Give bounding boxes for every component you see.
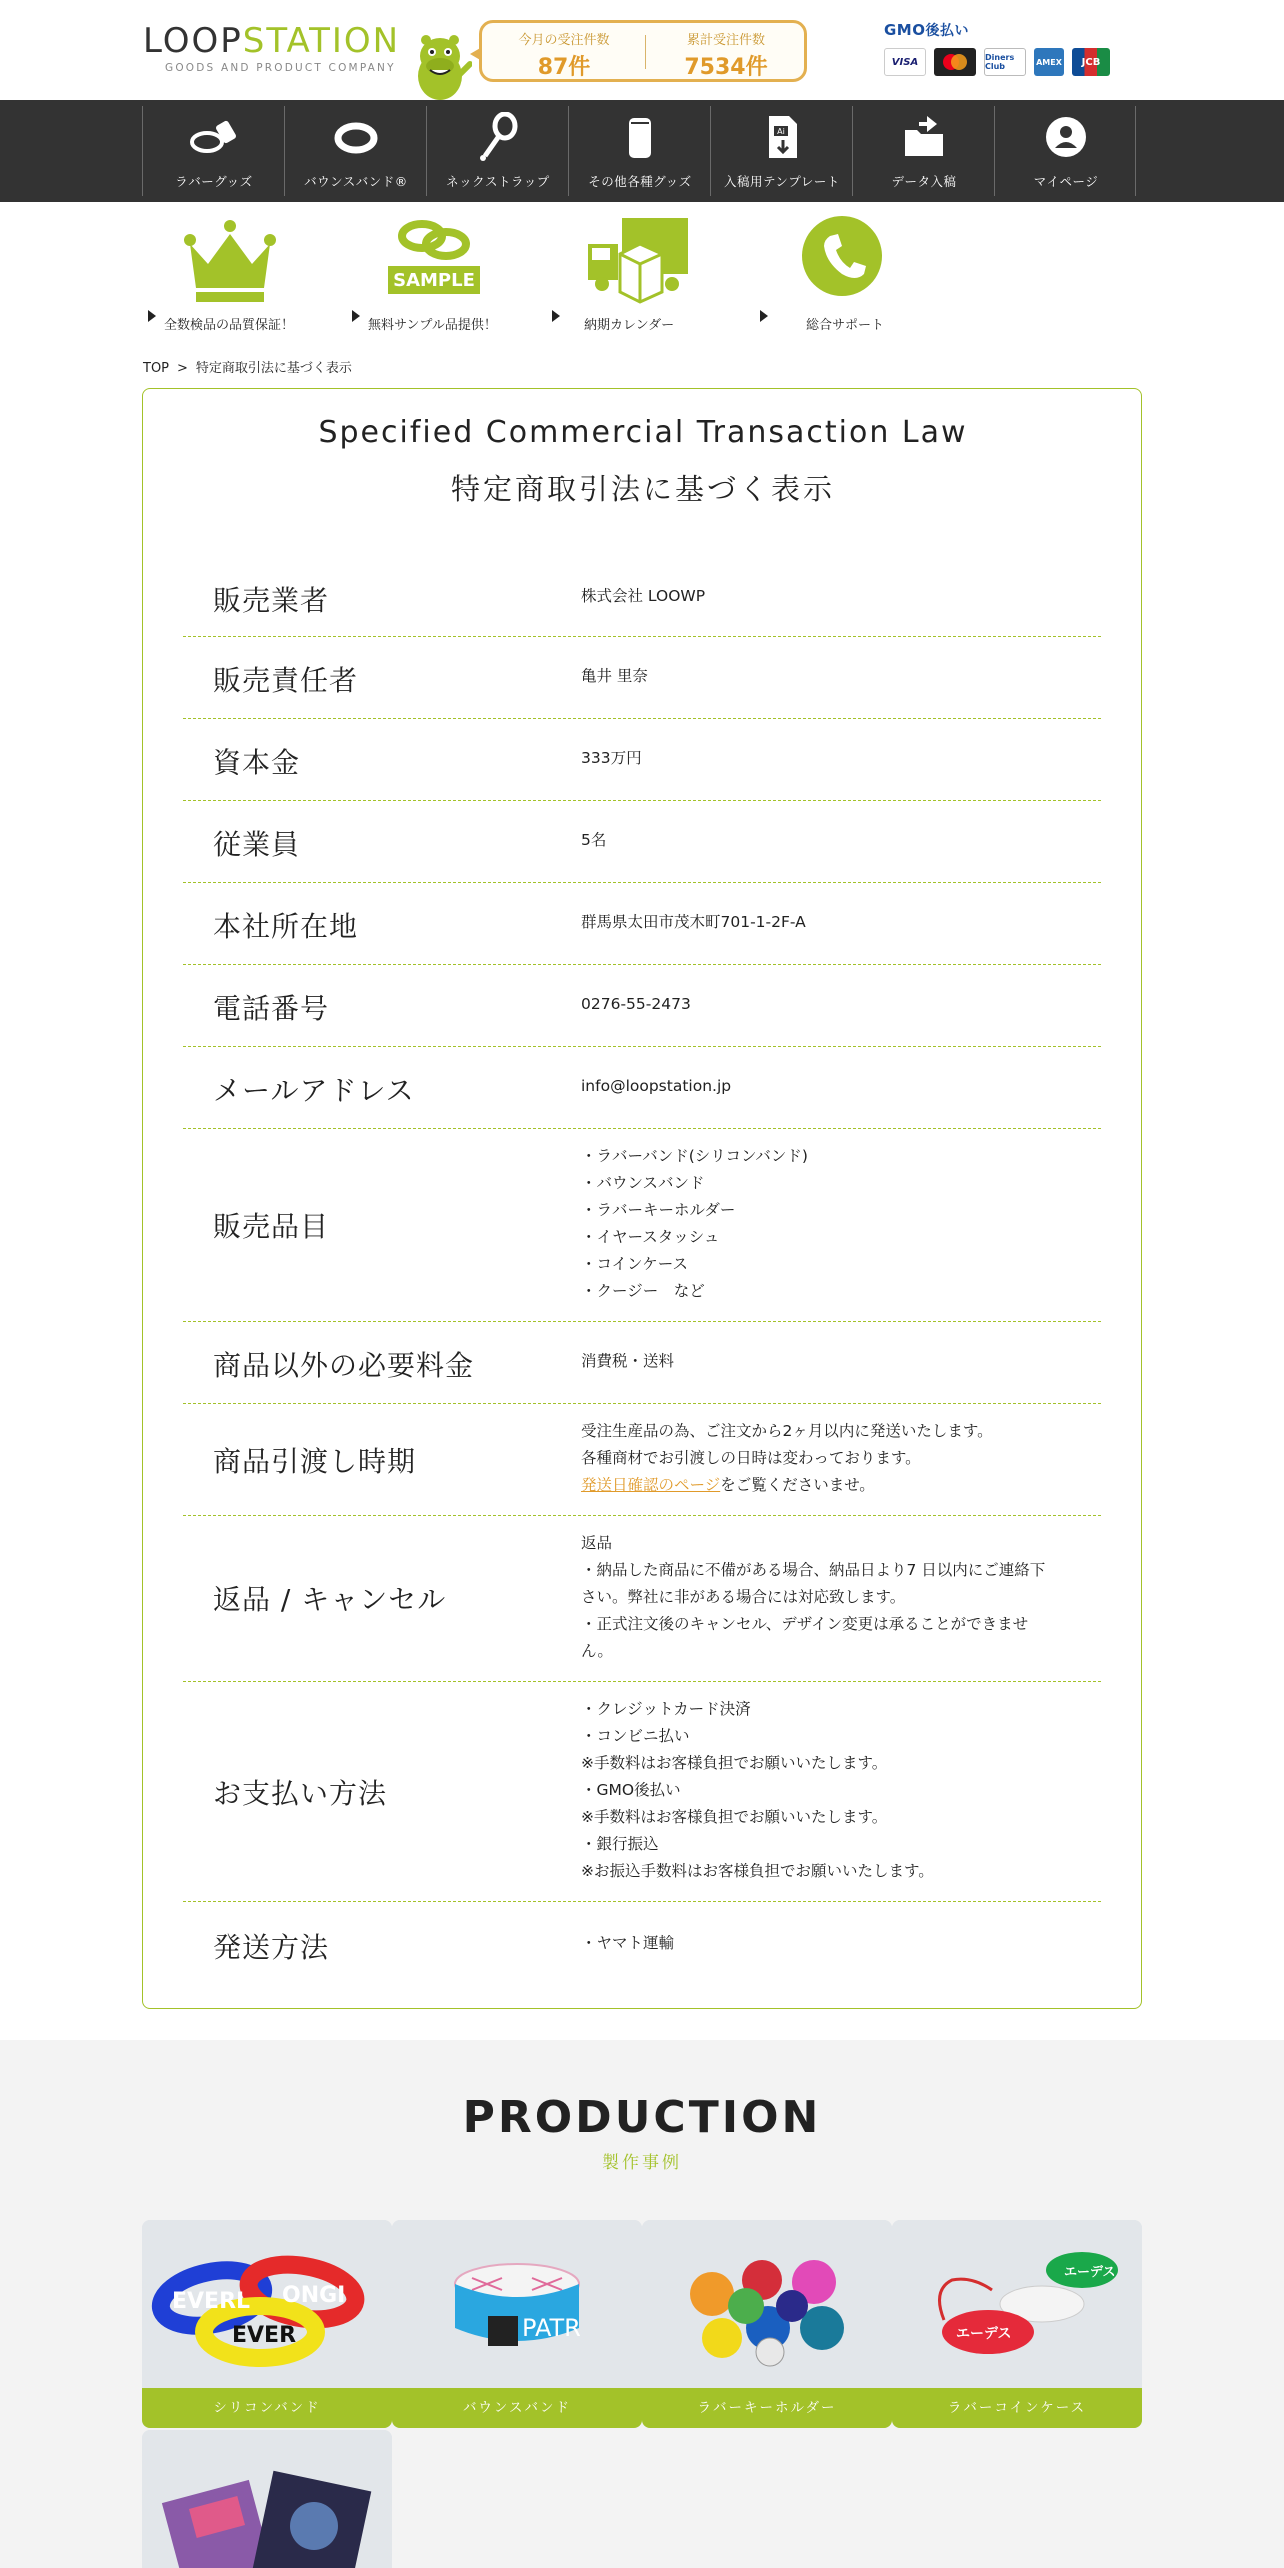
value-line	[581, 1472, 993, 1499]
value-line: ・バウンスバンド	[581, 1174, 705, 1192]
value-line: 受注生産品の為、ご注文から2ヶ月以内に発送いたします。	[581, 1422, 993, 1440]
user-icon	[1041, 112, 1091, 162]
feature-label: 総合サポート	[806, 318, 885, 333]
hippo-mascot-icon	[408, 30, 472, 102]
nav-item-template[interactable]	[710, 106, 852, 196]
page-title-en: Specified Commercial Transaction Law	[318, 415, 968, 450]
production-card-rubber-keyholder[interactable]	[642, 2220, 892, 2428]
nav-label: 入稿用テンプレート	[724, 174, 840, 189]
row-key: 販売責任者	[213, 664, 359, 697]
nav-item-mypage[interactable]	[994, 106, 1136, 196]
logo-subtitle: GOODS AND PRODUCT COMPANY	[165, 62, 396, 74]
value-line: ん。	[581, 1642, 613, 1660]
band-text-b: ONGI	[282, 2283, 346, 2308]
band-text-c: EVER	[232, 2323, 297, 2348]
production-label: シリコンバンド	[142, 2388, 392, 2428]
row-key: 商品引渡し時期	[213, 1445, 417, 1478]
row-key: 返品 / キャンセル	[213, 1583, 447, 1616]
value-line: ・イヤースタッシュ	[581, 1228, 720, 1246]
nav-label: ネックストラップ	[446, 174, 550, 189]
order-counter-box	[479, 20, 807, 82]
value-line: 返品	[581, 1534, 613, 1552]
row-value: 亀井 里奈	[581, 667, 648, 685]
value-line: ※お振込手数料はお客様負担でお願いいたします。	[581, 1862, 934, 1880]
monthly-orders	[484, 29, 644, 81]
value-line: ・銀行振込	[581, 1835, 659, 1853]
row-value: 株式会社 LOOWP	[581, 587, 706, 605]
rubber-coin-case-image	[892, 2220, 1142, 2388]
table-row	[183, 719, 1101, 801]
nav-item-neck-strap[interactable]	[426, 106, 568, 196]
arrow-right-icon	[148, 310, 156, 322]
ai-file-icon	[757, 112, 807, 162]
info-table	[183, 555, 1101, 1986]
silicone-band-image	[142, 2220, 392, 2388]
value-line: ・ラバーバンド(シリコンバンド)	[581, 1147, 808, 1165]
production-title: PRODUCTION	[462, 2092, 822, 2143]
value-line: ※手数料はお客様負担でお願いいたします。	[581, 1808, 888, 1826]
feature-label: 全数検品の品質保証！	[164, 318, 295, 333]
logo-loop-text: LOOP	[143, 21, 243, 61]
table-row	[183, 1047, 1101, 1129]
coin-case-text-a: エーデス	[1064, 2265, 1116, 2280]
logo-station-text: STATION	[242, 21, 401, 61]
sample-rings-icon	[384, 214, 484, 306]
band-text-a: EVERL	[172, 2289, 251, 2314]
production-card-rubber-coin-case[interactable]	[892, 2220, 1142, 2428]
value-line: ・クレジットカード決済	[581, 1700, 751, 1718]
feature-label: 無料サンプル品提供！	[368, 318, 497, 333]
row-value	[581, 1143, 808, 1305]
nav-label: バウンスバンド®	[304, 174, 408, 189]
breadcrumb	[143, 357, 352, 376]
nav-label: ラバーグッズ	[175, 174, 253, 189]
arrow-right-icon	[760, 310, 768, 322]
row-key: 資本金	[213, 746, 301, 779]
value-line: ・クージー など	[581, 1282, 705, 1300]
rubber-goods-icon	[189, 112, 239, 162]
row-key: 商品以外の必要料金	[213, 1349, 475, 1382]
value-line: ・ラバーキーホルダー	[581, 1201, 736, 1219]
row-key: 本社所在地	[213, 910, 359, 943]
row-value: 群馬県太田市茂木町701-1-2F-A	[581, 913, 806, 931]
can-icon	[615, 112, 665, 162]
monthly-orders-label: 今月の受注件数	[518, 33, 610, 48]
total-orders-label: 累計受注件数	[686, 33, 765, 48]
row-value: 消費税・送料	[581, 1352, 675, 1370]
gmo-logo	[884, 20, 1134, 40]
table-row	[183, 637, 1101, 719]
feature-banners	[142, 214, 1142, 334]
svg-text:Ai: Ai	[777, 127, 785, 136]
arrow-right-icon	[352, 310, 360, 322]
production-section	[0, 2040, 1284, 2568]
value-line: ・コインケース	[581, 1255, 688, 1273]
mastercard-icon	[934, 48, 976, 76]
folder-upload-icon	[899, 112, 949, 162]
crown-icon	[180, 214, 280, 306]
row-key: お支払い方法	[213, 1777, 388, 1810]
production-label: ラバーキーホルダー	[642, 2388, 892, 2428]
email-link[interactable]: info@loopstation.jp	[581, 1077, 732, 1095]
feature-label: 納期カレンダー	[584, 318, 675, 333]
production-label: バウンスバンド	[392, 2388, 642, 2428]
law-info-panel	[142, 388, 1142, 2009]
table-row	[183, 1404, 1101, 1516]
row-value	[581, 1418, 993, 1499]
neck-strap-icon	[473, 112, 523, 162]
row-value: 333万円	[581, 749, 642, 767]
koozie-image	[142, 2430, 392, 2568]
table-row	[183, 801, 1101, 883]
breadcrumb-separator: >	[177, 361, 188, 376]
table-row	[183, 1129, 1101, 1322]
card-logos	[884, 48, 1110, 76]
row-key: 発送方法	[213, 1931, 330, 1964]
nav-label: その他各種グッズ	[588, 174, 692, 189]
value-line: 各種商材でお引渡しの日時は変わっております。	[581, 1449, 921, 1467]
feature-support[interactable]	[756, 214, 956, 334]
site-logo[interactable]	[143, 22, 400, 74]
gmo-brand: GMO	[884, 21, 926, 39]
jcb-icon: JCB	[1072, 48, 1110, 76]
row-value: ・ヤマト運輸	[581, 1934, 675, 1952]
table-row	[183, 965, 1101, 1047]
row-key: メールアドレス	[213, 1074, 415, 1107]
nav-item-other-goods[interactable]	[568, 106, 710, 196]
feature-delivery-calendar[interactable]	[552, 214, 752, 334]
production-card-bounce-band[interactable]	[392, 2220, 642, 2428]
sample-badge-text: SAMPLE	[393, 270, 475, 291]
amex-icon: AMEX	[1034, 48, 1064, 76]
bounce-band-text: PATR	[522, 2314, 581, 2342]
payment-methods	[884, 20, 1134, 80]
nav-item-data-upload[interactable]	[852, 106, 994, 196]
row-value	[581, 1530, 1045, 1665]
total-orders	[646, 29, 806, 81]
rubber-keyholder-image	[642, 2220, 892, 2388]
delivery-truck-icon	[582, 214, 692, 306]
production-card-koozie[interactable]	[142, 2430, 392, 2568]
gmo-text: 後払い	[925, 23, 969, 39]
row-value: 0276-55-2473	[581, 995, 691, 1013]
row-key: 販売品目	[213, 1210, 330, 1243]
value-line: ・GMO後払い	[581, 1781, 681, 1799]
value-line: ・納品した商品に不備がある場合、納品日より7 日以内にご連絡下	[581, 1561, 1046, 1579]
row-value	[581, 1696, 934, 1885]
production-card-silicone-band[interactable]	[142, 2220, 392, 2428]
row-value: 5名	[581, 831, 607, 849]
page-title-jp: 特定商取引法に基づく表示	[450, 472, 835, 506]
diners-club-icon: Diners Club	[984, 48, 1026, 76]
value-line-suffix: をご覧くださいませ。	[720, 1476, 875, 1494]
production-subtitle: 製作事例	[602, 2153, 682, 2173]
table-row	[183, 1516, 1101, 1682]
table-row	[183, 1902, 1101, 1986]
nav-item-bounce-band[interactable]	[284, 106, 426, 196]
row-key: 販売業者	[213, 584, 330, 617]
value-line: ※手数料はお客様負担でお願いいたします。	[581, 1754, 888, 1772]
phone-icon	[800, 214, 884, 306]
breadcrumb-home-link[interactable]: TOP	[143, 361, 170, 376]
row-key: 電話番号	[213, 992, 330, 1025]
main-nav	[0, 100, 1284, 202]
value-line: さい。弊社に非がある場合には対応致します。	[581, 1588, 906, 1606]
production-label: ラバーコインケース	[892, 2388, 1142, 2428]
table-row	[183, 1682, 1101, 1902]
shipping-date-link[interactable]: 発送日確認のページ	[581, 1476, 721, 1494]
value-line: ・正式注文後のキャンセル、デザイン変更は承ることができませ	[581, 1615, 1029, 1633]
bounce-band-image	[392, 2220, 642, 2388]
table-row	[183, 883, 1101, 965]
visa-icon: VISA	[884, 48, 926, 76]
total-orders-value: 7534件	[684, 55, 768, 80]
coin-case-text-b: エーデス	[956, 2326, 1012, 2342]
feature-sample[interactable]	[346, 214, 546, 334]
monthly-orders-value: 87件	[537, 55, 591, 80]
bounce-band-icon	[331, 112, 381, 162]
value-line: ・コンビニ払い	[581, 1727, 690, 1745]
table-row	[183, 1322, 1101, 1404]
row-key: 従業員	[213, 828, 301, 861]
feature-quality[interactable]	[142, 214, 342, 334]
nav-item-rubber-goods[interactable]	[142, 106, 284, 196]
arrow-right-icon	[552, 310, 560, 322]
nav-label: データ入稿	[891, 174, 957, 189]
site-header	[0, 0, 1284, 100]
table-row	[183, 555, 1101, 637]
nav-label: マイページ	[1033, 174, 1099, 189]
breadcrumb-current: 特定商取引法に基づく表示	[195, 361, 352, 376]
